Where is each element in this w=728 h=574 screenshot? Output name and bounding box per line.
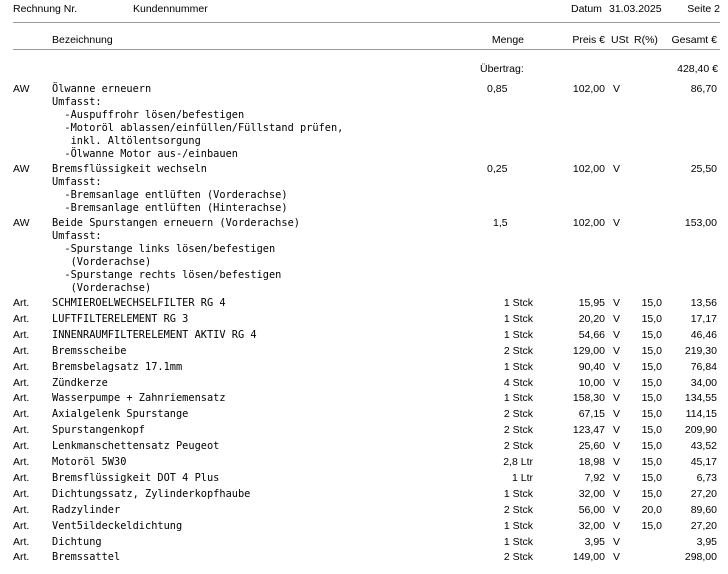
article-vat: V	[613, 361, 621, 373]
article-total: 46,46	[690, 329, 717, 341]
article-total: 27,20	[690, 520, 717, 532]
article-discount: 15,0	[641, 377, 662, 389]
row-type: Art.	[13, 392, 30, 404]
article-total: 3,95	[696, 536, 717, 548]
labor-detail: (Vorderachse)	[52, 256, 152, 268]
article-name: Motoröl 5W30	[52, 456, 127, 468]
article-price: 123,47	[572, 424, 605, 436]
article-qty: 1 Stck	[503, 488, 533, 500]
article-discount: 15,0	[641, 456, 662, 468]
article-qty: 1 Stck	[503, 536, 533, 548]
column-header-divider	[13, 49, 720, 50]
labor-detail: -Spurstange links lösen/befestigen	[52, 243, 276, 255]
article-price: 10,00	[578, 377, 605, 389]
date-value: 31.03.2025	[609, 3, 662, 15]
article-name: Axialgelenk Spurstange	[52, 408, 189, 420]
article-price: 3,95	[584, 536, 605, 548]
article-qty: 1 Stck	[503, 520, 533, 532]
article-total: 134,55	[684, 392, 717, 404]
article-discount: 20,0	[641, 504, 662, 516]
row-type: Art.	[13, 361, 30, 373]
article-qty: 2 Stck	[503, 440, 533, 452]
article-qty: 1 Stck	[503, 329, 533, 341]
article-qty: 1 Ltr	[511, 472, 533, 484]
article-vat: V	[613, 377, 621, 389]
article-qty: 1 Stck	[503, 297, 533, 309]
article-price: 20,20	[578, 313, 605, 325]
labor-detail: -Motoröl ablassen/einfüllen/Füllstand prüfen,	[52, 122, 344, 134]
article-price: 18,98	[578, 456, 605, 468]
article-discount: 15,0	[641, 392, 662, 404]
article-qty: 2 Stck	[503, 408, 533, 420]
article-total: 45,17	[690, 456, 717, 468]
labor-detail: Umfasst:	[52, 176, 102, 188]
article-vat: V	[613, 392, 621, 404]
row-type: Art.	[13, 520, 30, 532]
labor-qty: 0,85	[487, 83, 508, 95]
article-name: LUFTFILTERELEMENT RG 3	[52, 313, 189, 325]
article-name: Spurstangenkopf	[52, 424, 145, 436]
labor-price: 102,00	[572, 83, 605, 95]
article-name: Zündkerze	[52, 377, 108, 389]
article-price: 56,00	[578, 504, 605, 516]
article-total: 43,52	[690, 440, 717, 452]
row-type: Art.	[13, 488, 30, 500]
article-price: 7,92	[584, 472, 605, 484]
article-name: Bremsflüssigkeit DOT 4 Plus	[52, 472, 220, 484]
column-price: Preis €	[572, 34, 605, 46]
article-name: Wasserpumpe + Zahnriemensatz	[52, 392, 226, 404]
article-qty: 2 Stck	[503, 504, 533, 516]
article-total: 6,73	[696, 472, 717, 484]
row-type: Art.	[13, 313, 30, 325]
article-total: 13,56	[690, 297, 717, 309]
row-type: AW	[13, 163, 30, 175]
labor-detail: Umfasst:	[52, 230, 102, 242]
article-vat: V	[613, 536, 621, 548]
labor-vat: V	[613, 163, 621, 175]
article-qty: 2 Stck	[503, 424, 533, 436]
article-name: Bremsbelagsatz 17.1mm	[52, 361, 183, 373]
row-type: Art.	[13, 345, 30, 357]
invoice-number-label: Rechnung Nr.	[13, 3, 78, 15]
row-type: Art.	[13, 472, 30, 484]
labor-title: Beide Spurstangen erneuern (Vorderachse)	[52, 217, 300, 229]
article-vat: V	[613, 504, 621, 516]
row-type: Art.	[13, 536, 30, 548]
article-name: Lenkmanschettensatz Peugeot	[52, 440, 220, 452]
article-total: 27,20	[690, 488, 717, 500]
row-type: Art.	[13, 424, 30, 436]
article-discount: 15,0	[641, 440, 662, 452]
article-discount: 15,0	[641, 424, 662, 436]
article-discount: 15,0	[641, 472, 662, 484]
article-name: Dichtungssatz, Zylinderkopfhaube	[52, 488, 251, 500]
article-vat: V	[613, 440, 621, 452]
article-qty: 2 Stck	[503, 551, 533, 563]
column-description: Bezeichnung	[52, 34, 113, 46]
row-type: Art.	[13, 329, 30, 341]
article-discount: 15,0	[641, 408, 662, 420]
row-type: AW	[13, 217, 30, 229]
labor-detail: inkl. Altölentsorgung	[52, 135, 201, 147]
article-price: 32,00	[578, 488, 605, 500]
article-total: 76,84	[690, 361, 717, 373]
article-discount: 15,0	[641, 329, 662, 341]
article-name: Radzylinder	[52, 504, 121, 516]
article-discount: 15,0	[641, 520, 662, 532]
article-qty: 1 Stck	[503, 392, 533, 404]
article-price: 54,66	[578, 329, 605, 341]
labor-total: 25,50	[690, 163, 717, 175]
article-vat: V	[613, 313, 621, 325]
labor-vat: V	[613, 83, 621, 95]
row-type: Art.	[13, 440, 30, 452]
article-qty: 2 Stck	[503, 345, 533, 357]
column-vat: USt	[611, 34, 629, 46]
article-qty: 1 Stck	[503, 313, 533, 325]
row-type: AW	[13, 83, 30, 95]
carryover-label: Übertrag:	[480, 63, 524, 75]
article-price: 129,00	[572, 345, 605, 357]
article-qty: 2,8 Ltr	[503, 456, 533, 468]
article-vat: V	[613, 520, 621, 532]
carryover-value: 428,40 €	[677, 63, 718, 75]
labor-price: 102,00	[572, 217, 605, 229]
article-vat: V	[613, 456, 621, 468]
article-total: 219,30	[684, 345, 717, 357]
row-type: Art.	[13, 456, 30, 468]
article-discount: 15,0	[641, 361, 662, 373]
article-price: 32,00	[578, 520, 605, 532]
article-name: Bremssattel	[52, 551, 121, 563]
article-name: INNENRAUMFILTERELEMENT AKTIV RG 4	[52, 329, 257, 341]
article-vat: V	[613, 472, 621, 484]
article-discount: 15,0	[641, 297, 662, 309]
article-vat: V	[613, 297, 621, 309]
labor-detail: Umfasst:	[52, 96, 102, 108]
article-total: 17,17	[690, 313, 717, 325]
article-name: SCHMIEROELWECHSELFILTER RG 4	[52, 297, 226, 309]
labor-total: 153,00	[684, 217, 717, 229]
article-discount: 15,0	[641, 313, 662, 325]
labor-qty: 1,5	[493, 217, 508, 229]
labor-detail: (Vorderachse)	[52, 282, 152, 294]
row-type: Art.	[13, 297, 30, 309]
row-type: Art.	[13, 377, 30, 389]
article-vat: V	[613, 424, 621, 436]
row-type: Art.	[13, 504, 30, 516]
article-total: 89,60	[690, 504, 717, 516]
article-vat: V	[613, 408, 621, 420]
article-price: 15,95	[578, 297, 605, 309]
article-discount: 15,0	[641, 345, 662, 357]
article-price: 158,30	[572, 392, 605, 404]
article-vat: V	[613, 345, 621, 357]
article-total: 298,00	[684, 551, 717, 563]
article-total: 114,15	[685, 408, 717, 420]
article-vat: V	[613, 329, 621, 341]
article-discount: 15,0	[641, 488, 662, 500]
article-price: 67,15	[578, 408, 605, 420]
row-type: Art.	[13, 408, 30, 420]
article-price: 149,00	[572, 551, 605, 563]
labor-title: Ölwanne erneuern	[52, 83, 152, 95]
labor-detail: -Bremsanlage entlüften (Vorderachse)	[52, 189, 288, 201]
row-type: Art.	[13, 551, 30, 563]
page-number: Seite 2	[687, 3, 720, 15]
article-name: Dichtung	[52, 536, 102, 548]
labor-total: 86,70	[690, 83, 717, 95]
article-price: 25,60	[578, 440, 605, 452]
article-name: Bremsscheibe	[52, 345, 127, 357]
column-total: Gesamt €	[671, 34, 717, 46]
article-name: Vent5ildeckeldichtung	[52, 520, 183, 532]
header-divider	[13, 22, 720, 23]
article-total: 209,90	[684, 424, 717, 436]
article-total: 34,00	[690, 377, 717, 389]
labor-qty: 0,25	[487, 163, 508, 175]
labor-detail: -Auspuffrohr lösen/befestigen	[52, 109, 245, 121]
article-qty: 4 Stck	[503, 377, 533, 389]
column-discount: R(%)	[634, 34, 658, 46]
labor-title: Bremsflüssigkeit wechseln	[52, 163, 207, 175]
labor-detail: -Spurstange rechts lösen/befestigen	[52, 269, 282, 281]
labor-detail: -Bremsanlage entlüften (Hinterachse)	[52, 202, 288, 214]
article-price: 90,40	[578, 361, 605, 373]
labor-vat: V	[613, 217, 621, 229]
article-vat: V	[613, 551, 621, 563]
article-vat: V	[613, 488, 621, 500]
column-qty: Menge	[491, 34, 524, 46]
date-label: Datum	[571, 3, 602, 15]
labor-price: 102,00	[572, 163, 605, 175]
customer-number-label: Kundennummer	[133, 3, 208, 15]
article-qty: 1 Stck	[503, 361, 533, 373]
labor-detail: -Ölwanne Motor aus-/einbauen	[52, 148, 238, 160]
